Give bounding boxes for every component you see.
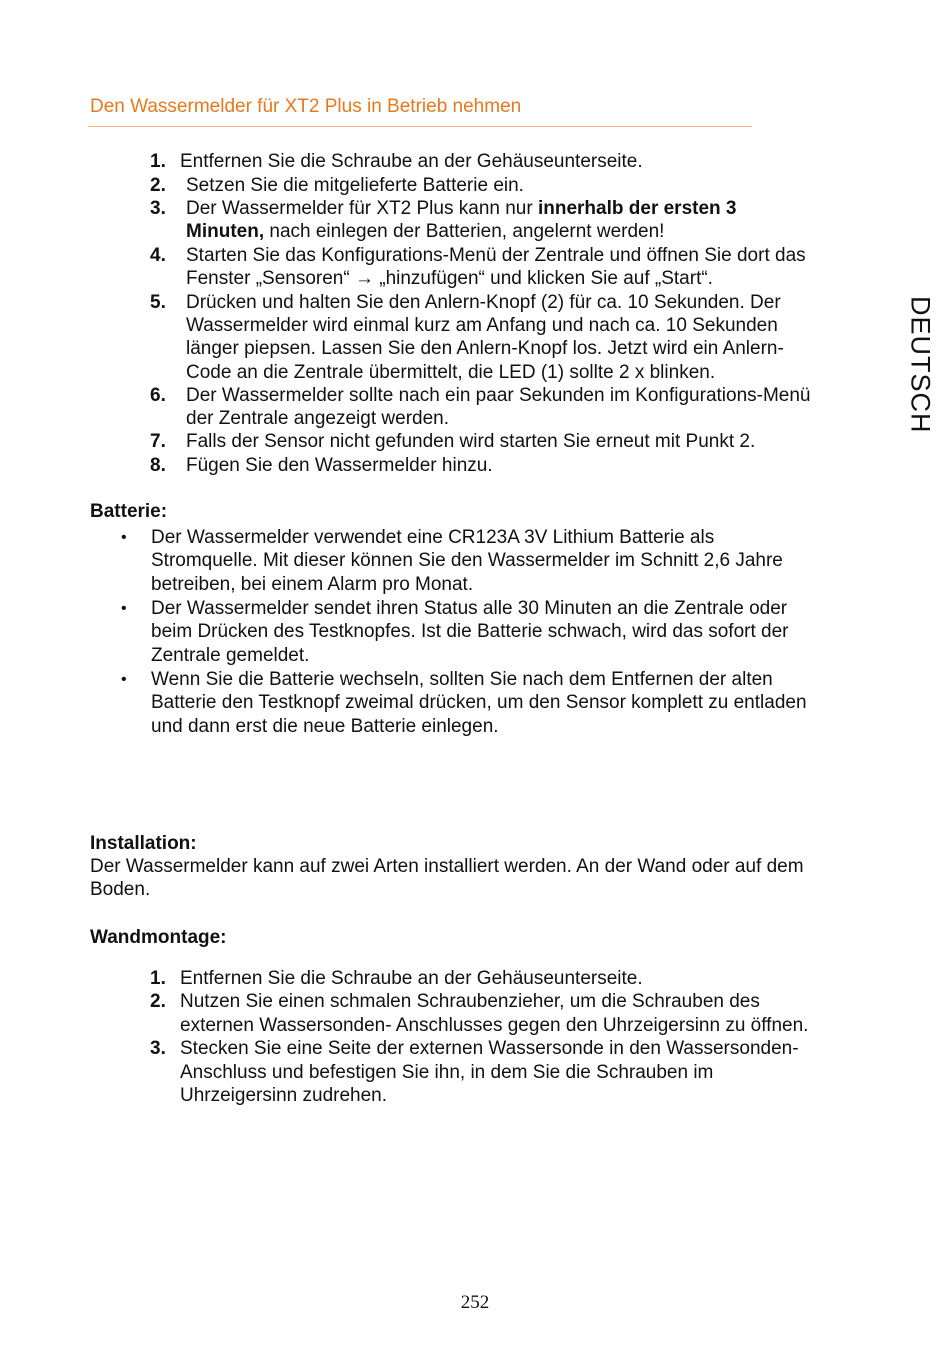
battery-item-text: Zentrale gemeldet.: [151, 645, 310, 666]
wall-step-text: Anschluss und befestigen Sie ihn, in dem Sie die Schrauben im: [180, 1062, 714, 1083]
step-text: [186, 197, 737, 220]
step-number: 1.: [150, 151, 166, 172]
step-text: Falls der Sensor nicht gefunden wird starten Sie erneut mit Punkt 2.: [186, 431, 756, 452]
battery-item-text: und dann erst die neue Batterie einlegen.: [151, 716, 499, 737]
section-heading: Den Wassermelder für XT2 Plus in Betrieb nehmen: [90, 96, 522, 117]
wall-step-text: externen Wassersonden- Anschlusses gegen den Uhrzeigersinn zu öffnen.: [180, 1015, 809, 1036]
step-text-part: Der Wassermelder für XT2 Plus kann nur: [186, 198, 538, 219]
step-text-bold: innerhalb der ersten 3: [537, 198, 737, 219]
wall-mount-title: Wandmontage:: [90, 927, 227, 948]
installation-text: Der Wassermelder kann auf zwei Arten installiert werden. An der Wand oder auf dem: [90, 856, 804, 877]
step-number: 5.: [150, 292, 166, 313]
installation-text: Boden.: [90, 879, 151, 900]
step-number: 8.: [150, 455, 166, 476]
step-text-part: nach einlegen der Batterien, angelernt werden!: [264, 221, 665, 242]
step-text-bold: Minuten,: [186, 221, 265, 242]
step-number: 7.: [150, 431, 166, 452]
step-text: Starten Sie das Konfigurations-Menü der Zentrale und öffnen Sie dort das: [186, 245, 806, 266]
battery-item-text: Wenn Sie die Batterie wechseln, sollten Sie nach dem Entfernen der alten: [151, 669, 773, 690]
step-text: Fenster „Sensoren“ → „hinzufügen“ und klicken Sie auf „Start“.: [186, 268, 713, 289]
step-number: 4.: [150, 245, 166, 266]
step-text: Setzen Sie die mitgelieferte Batterie ein.: [186, 175, 524, 196]
step-text: Wassermelder wird einmal kurz am Anfang und nach ca. 10 Sekunden: [186, 315, 778, 336]
battery-item-text: Der Wassermelder verwendet eine CR123A 3V Lithium Batterie als: [151, 527, 715, 548]
wall-step-number: 1.: [150, 968, 166, 989]
wall-step-number: 2.: [150, 991, 166, 1012]
language-side-text: DEUTSCH: [905, 296, 936, 434]
step-number: 6.: [150, 385, 166, 406]
wall-step-text: Stecken Sie eine Seite der externen Wassersonde in den Wassersonden-: [180, 1038, 799, 1059]
heading-rule: [88, 126, 752, 127]
wall-step-text: Uhrzeigersinn zudrehen.: [180, 1085, 388, 1106]
step-text: der Zentrale angezeigt werden.: [186, 408, 449, 429]
step-text: Drücken und halten Sie den Anlern-Knopf (2) für ca. 10 Sekunden. Der: [186, 292, 781, 313]
wall-step-text: Entfernen Sie die Schraube an der Gehäuseunterseite.: [180, 968, 643, 989]
battery-item-text: betreiben, bei einem Alarm pro Monat.: [151, 574, 474, 595]
language-side-label: [890, 296, 950, 436]
page-number: 252: [460, 1292, 490, 1313]
step-text: Der Wassermelder sollte nach ein paar Sekunden im Konfigurations-Menü: [186, 385, 811, 406]
step-number: 2.: [150, 175, 166, 196]
bullet-icon: •: [121, 671, 127, 688]
battery-item-text: Batterie den Testknopf zweimal drücken, um den Sensor komplett zu entladen: [151, 692, 807, 713]
bullet-icon: •: [121, 600, 127, 617]
installation-title: Installation:: [90, 833, 197, 854]
wall-step-text: Nutzen Sie einen schmalen Schraubenzieher, um die Schrauben des: [180, 991, 760, 1012]
battery-item-text: Stromquelle. Mit dieser können Sie den Wassermelder im Schnitt 2,6 Jahre: [151, 550, 783, 571]
battery-item-text: beim Drücken des Testknopfes. Ist die Batterie schwach, wird das sofort der: [151, 621, 789, 642]
wall-step-number: 3.: [150, 1038, 166, 1059]
bullet-icon: •: [121, 529, 127, 546]
step-text: länger piepsen. Lassen Sie den Anlern-Knopf los. Jetzt wird ein Anlern-: [186, 338, 784, 359]
step-text: [186, 220, 664, 243]
battery-title: Batterie:: [90, 501, 168, 522]
step-text: Fügen Sie den Wassermelder hinzu.: [186, 455, 493, 476]
step-number: 3.: [150, 198, 166, 219]
step-text: Entfernen Sie die Schraube an der Gehäuseunterseite.: [180, 151, 643, 172]
battery-item-text: Der Wassermelder sendet ihren Status alle 30 Minuten an die Zentrale oder: [151, 598, 788, 619]
step-text: Code an die Zentrale übermittelt, die LED (1) sollte 2 x blinken.: [186, 362, 716, 383]
